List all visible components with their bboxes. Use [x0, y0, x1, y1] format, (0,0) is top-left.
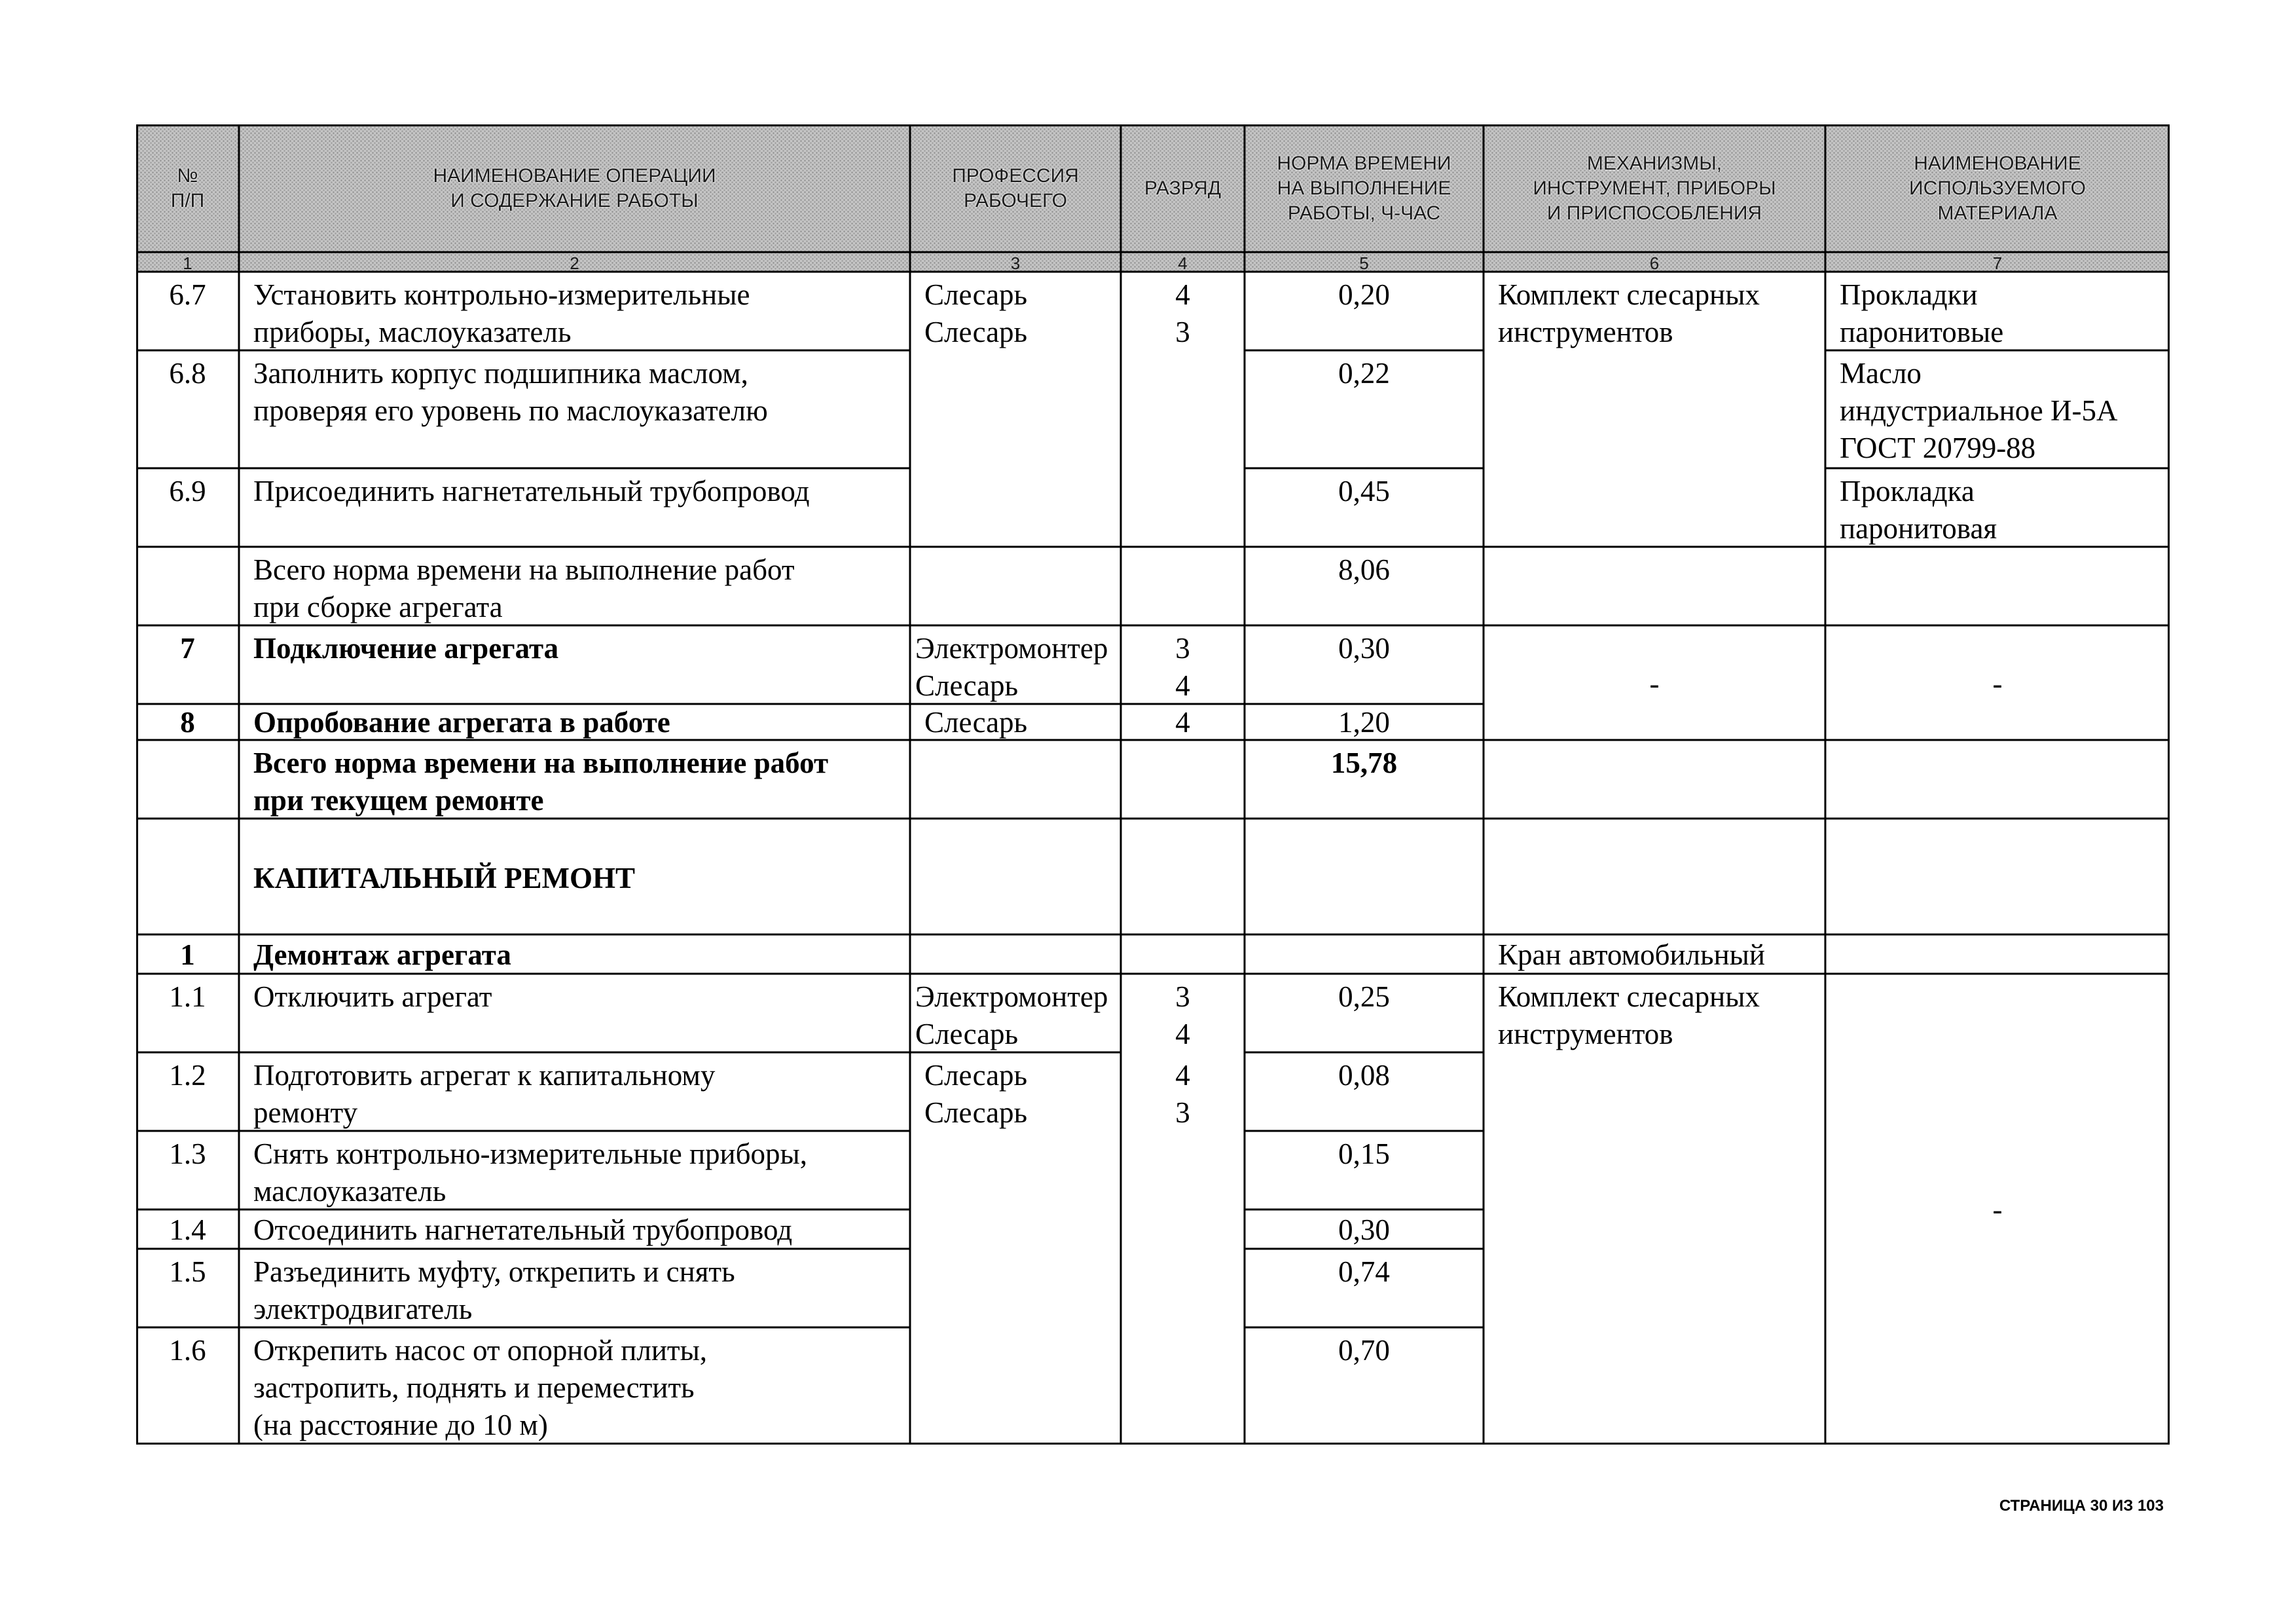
header-number-1: 1 — [183, 253, 192, 272]
total-assembly-norm: 8,06 — [1338, 553, 1390, 586]
row-8-profession: Слесарь — [924, 706, 1028, 739]
row-1-2-number: 1.2 — [169, 1059, 206, 1092]
row-1-4-number: 1.4 — [169, 1213, 206, 1246]
row-1-6-operation: Открепить насос от опорной плиты, застропить, поднять и переместить (на расстояние до 10 м) — [253, 1334, 708, 1441]
row-1-5-number: 1.5 — [169, 1255, 206, 1288]
row-1-2-profession: Слесарь Слесарь — [924, 1059, 1028, 1129]
row-1-3-norm: 0,15 — [1338, 1137, 1390, 1170]
header-col-profession: ПРОФЕССИЯ РАБОЧЕГО — [952, 164, 1079, 212]
row-7-profession: Электромонтер Слесарь — [915, 632, 1108, 702]
row-1-3-operation: Снять контрольно-измерительные приборы, маслоуказатель — [253, 1137, 808, 1208]
row-1-number: 1 — [180, 938, 195, 971]
row-1-1-grade: 3 4 — [1175, 980, 1190, 1050]
header-number-5: 5 — [1359, 253, 1369, 272]
row-1-material-group: - — [1992, 1192, 2003, 1226]
row-6-8-operation: Заполнить корпус подшипника маслом, проверяя его уровень по маслоуказателю — [253, 357, 768, 427]
row-1-4-norm: 0,30 — [1338, 1213, 1390, 1246]
row-6-9-operation: Присоединить нагнетательный трубопровод — [253, 475, 810, 507]
row-1-4-operation: Отсоединить нагнетательный трубопровод — [253, 1213, 793, 1246]
header-col-tools: МЕХАНИЗМЫ, ИНСТРУМЕНТ, ПРИБОРЫ И ПРИСПОСОБЛЕНИЯ — [1533, 152, 1776, 224]
row-6-7-grade: 4 3 — [1175, 278, 1190, 348]
header-col-material: НАИМЕНОВАНИЕ ИСПОЛЬЗУЕМОГО МАТЕРИАЛА — [1909, 152, 2086, 224]
header-col-grade: РАЗРЯД — [1144, 177, 1222, 199]
row-1-6-norm: 0,70 — [1338, 1334, 1390, 1367]
row-1-5-norm: 0,74 — [1338, 1255, 1390, 1288]
total-assembly-label: Всего норма времени на выполнение работ при сборке агрегата — [253, 553, 795, 623]
row-6-9-number: 6.9 — [169, 475, 206, 507]
header-number-4: 4 — [1178, 253, 1188, 272]
row-6-7-profession: Слесарь Слесарь — [924, 278, 1028, 348]
header-number-3: 3 — [1010, 253, 1021, 272]
row-6-7-norm: 0,20 — [1338, 278, 1390, 311]
row-7-8-material: - — [1992, 667, 2003, 700]
row-1-2-grade: 4 3 — [1175, 1059, 1190, 1129]
row-1-operation: Демонтаж агрегата — [253, 938, 511, 971]
row-8-operation: Опробование агрегата в работе — [253, 706, 670, 739]
row-1-2-operation: Подготовить агрегат к капитальному ремонту — [253, 1059, 716, 1129]
row-6-7-operation: Установить контрольно-измерительные приборы, маслоуказатель — [253, 278, 750, 348]
row-6-9-material: Прокладка паронитовая — [1840, 475, 1997, 545]
row-1-tools: Кран автомобильный — [1498, 938, 1765, 971]
row-7-8-tools: - — [1649, 667, 1660, 700]
row-6-8-number: 6.8 — [169, 357, 206, 390]
section-title: КАПИТАЛЬНЫЙ РЕМОНТ — [253, 862, 636, 895]
row-6-7-number: 6.7 — [169, 278, 206, 311]
row-6-9-norm: 0,45 — [1338, 475, 1390, 507]
row-7-number: 7 — [180, 632, 195, 665]
row-1-1-norm: 0,25 — [1338, 980, 1390, 1013]
row-6-8-norm: 0,22 — [1338, 357, 1390, 390]
row-1-2-norm: 0,08 — [1338, 1059, 1390, 1092]
row-6-8-material: Масло индустриальное И-5А ГОСТ 20799-88 — [1840, 357, 2118, 464]
row-6-7-material: Прокладки паронитовые — [1840, 278, 2004, 348]
row-8-norm: 1,20 — [1338, 706, 1390, 739]
row-8-grade: 4 — [1175, 706, 1190, 739]
page-number: СТРАНИЦА 30 ИЗ 103 — [1999, 1497, 2164, 1515]
header-number-6: 6 — [1649, 253, 1660, 272]
operations-table — [136, 124, 2170, 1445]
total-current-label: Всего норма времени на выполнение работ при текущем ремонте — [253, 747, 829, 817]
row-1-5-operation: Разъединить муфту, открепить и снять электродвигатель — [253, 1255, 735, 1325]
row-1-tools-group: Комплект слесарных инструментов — [1498, 980, 1760, 1050]
row-1-3-number: 1.3 — [169, 1137, 206, 1170]
row-7-operation: Подключение агрегата — [253, 632, 559, 665]
header-number-7: 7 — [1992, 253, 2003, 272]
row-1-1-operation: Отключить агрегат — [253, 980, 492, 1013]
row-1-1-profession: Электромонтер Слесарь — [915, 980, 1108, 1050]
row-7-norm: 0,30 — [1338, 632, 1390, 665]
total-current-norm: 15,78 — [1330, 747, 1398, 779]
row-6-7-tools: Комплект слесарных инструментов — [1498, 278, 1760, 348]
header-col-number: № П/П — [170, 164, 205, 212]
header-col-operation: НАИМЕНОВАНИЕ ОПЕРАЦИИ И СОДЕРЖАНИЕ РАБОТЫ — [433, 164, 716, 212]
row-7-grade: 3 4 — [1175, 632, 1190, 702]
row-8-number: 8 — [180, 706, 195, 739]
row-1-6-number: 1.6 — [169, 1334, 206, 1367]
header-number-2: 2 — [570, 253, 579, 272]
header-col-time-norm: НОРМА ВРЕМЕНИ НА ВЫПОЛНЕНИЕ РАБОТЫ, Ч-ЧАС — [1277, 152, 1451, 224]
row-1-1-number: 1.1 — [169, 980, 206, 1013]
